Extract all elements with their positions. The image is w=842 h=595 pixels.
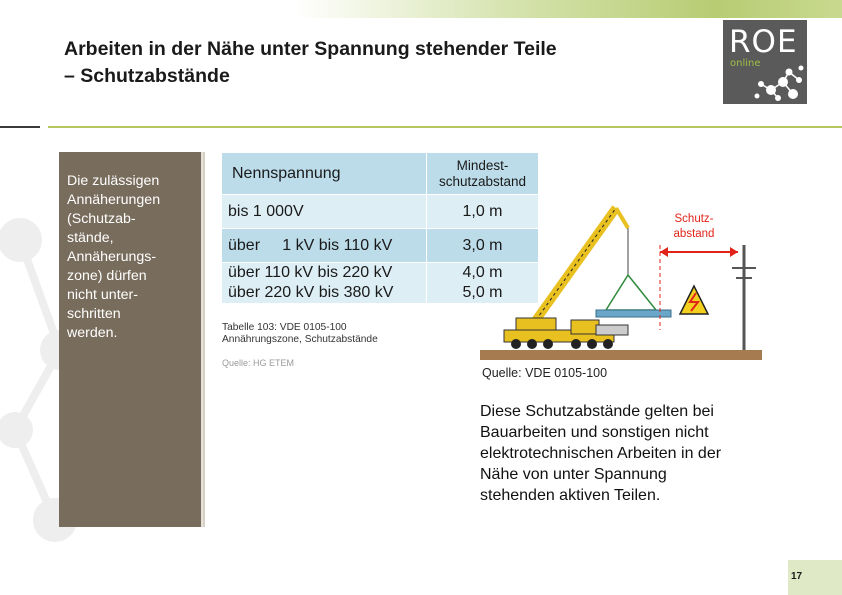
title-line-2: – Schutzabstände <box>64 65 230 87</box>
body-line: Nähe von unter Spannung <box>480 466 667 483</box>
diagram-source: Quelle: VDE 0105-100 <box>482 366 608 380</box>
left-panel-line: Annäherungs- <box>67 249 157 265</box>
left-panel-line: Annäherungen <box>67 192 161 208</box>
body-paragraph <box>480 401 800 506</box>
arrow-left-head <box>660 247 668 257</box>
divider-dark <box>0 126 40 128</box>
table-cell-distance: 1,0 m <box>427 195 539 229</box>
table-header-voltage: Nennspannung <box>222 153 427 195</box>
logo-text: ROE <box>729 24 798 60</box>
header-distance-line-2: schutzabstand <box>438 173 527 189</box>
caption-line-2: Annährungszone, Schutzabstände <box>222 334 378 345</box>
logo-subtext: online <box>730 58 761 69</box>
header-distance-line-1: Mindest- <box>456 157 509 173</box>
panel-separator <box>203 152 205 527</box>
left-panel-line: nicht unter- <box>67 287 138 303</box>
left-panel-line: stände, <box>67 230 114 246</box>
caption-line-1: Tabelle 103: VDE 0105-100 <box>222 322 347 333</box>
top-gradient-bar <box>0 0 842 18</box>
title-line-1: Arbeiten in der Nähe unter Spannung stehender Teile <box>64 38 557 60</box>
table-cell-voltage <box>222 263 427 304</box>
distance-line-b: 5,0 m <box>462 284 503 301</box>
table-cell-voltage: bis 1 000V <box>222 195 427 229</box>
distance-label-line-1: Schutz- <box>674 213 714 225</box>
left-panel-line: zone) dürfen <box>67 268 147 284</box>
table-caption <box>222 322 378 346</box>
voltage-line-b: über 220 kV bis 380 kV <box>228 284 394 301</box>
table-cell-voltage: über 1 kV bis 110 kV <box>222 229 427 263</box>
body-line: Bauarbeiten und sonstigen nicht <box>480 424 709 441</box>
high-voltage-warning-icon <box>680 286 708 314</box>
crane-icon <box>504 208 671 349</box>
left-panel-text <box>67 172 199 343</box>
slide-title <box>64 36 704 90</box>
molecule-icon <box>723 20 807 104</box>
left-panel-line: schritten <box>67 306 121 322</box>
left-panel-line: werden. <box>67 325 118 341</box>
crane-safety-distance-diagram <box>476 150 766 365</box>
roe-online-logo <box>723 20 807 104</box>
body-line: stehenden aktiven Teilen. <box>480 487 661 504</box>
left-panel-line: (Schutzab- <box>67 211 136 227</box>
divider-green <box>48 126 842 128</box>
left-info-panel <box>59 152 203 527</box>
table-source: Quelle: HG ETEM <box>222 358 295 368</box>
arrow-right-head <box>730 247 738 257</box>
distance-line-a: 4,0 m <box>462 264 503 281</box>
voltage-line-a: über 110 kV bis 220 kV <box>228 264 393 281</box>
left-panel-line: Die zulässigen <box>67 173 160 189</box>
table-cell-distance: 3,0 m <box>427 229 539 263</box>
ground <box>480 350 762 360</box>
distance-label-line-2: abstand <box>673 228 715 240</box>
page-number: 17 <box>791 571 803 582</box>
power-pole-icon <box>732 245 756 350</box>
body-line: Diese Schutzabstände gelten bei <box>480 403 714 420</box>
body-line: elektrotechnischen Arbeiten in der <box>480 445 722 462</box>
